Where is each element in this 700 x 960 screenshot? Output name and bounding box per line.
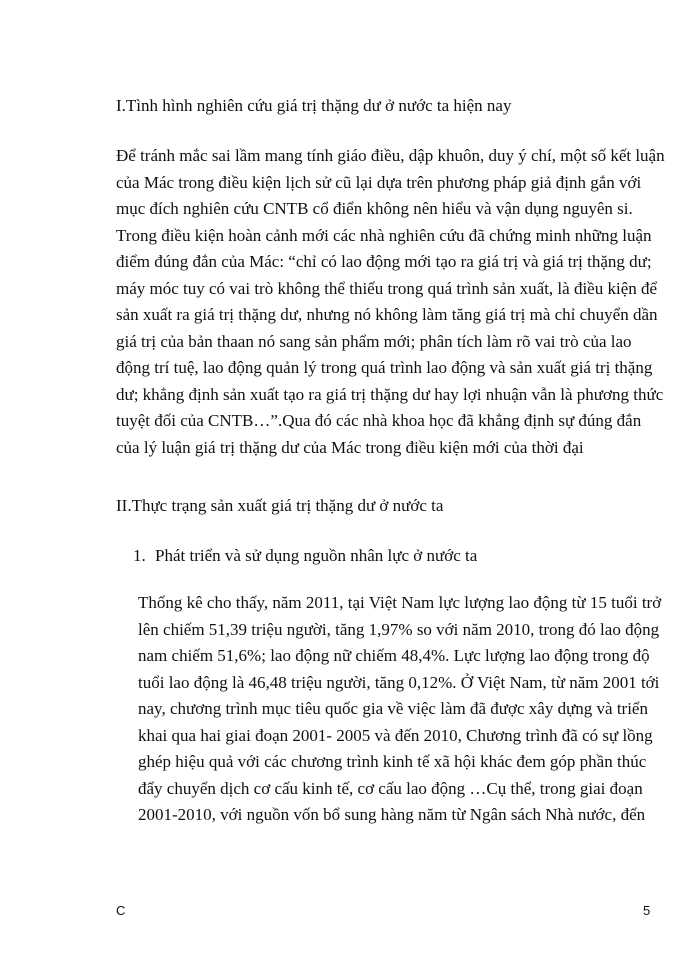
section-1-paragraph-line: điểm đúng đắn của Mác: “chỉ có lao động mới tạo ra giá trị và giá trị thặng dư; [116, 252, 652, 271]
section-1-paragraph-line: tuyệt đối của CNTB…”.Qua đó các nhà khoa học đã khẳng định sự đúng đắn [116, 411, 642, 430]
page-number: 5 [643, 903, 651, 918]
section-2-paragraph-line: khai qua hai giai đoạn 2001- 2005 và đến 2010, Chương trình đã có sự lồng [138, 725, 653, 745]
section-1-paragraph-line: động trí tuệ, lao động quản lý trong quá trình lao động và sản xuất giá trị thặng [116, 358, 653, 377]
subsection-heading [133, 546, 477, 566]
section-2-paragraph-line: ghép hiệu quả với các chương trình kinh tế xã hội khác đem góp phần thúc [138, 752, 647, 771]
subsection-title: Phát triển và sử dụng nguồn nhân lực ở nước ta [155, 546, 478, 565]
section-2-paragraph-line: Thống kê cho thấy, năm 2011, tại Việt Nam lực lượng lao động từ 15 tuổi trở [138, 593, 662, 612]
section-1-paragraph-line: mục đích nghiên cứu CNTB cổ điển không nên hiểu và vận dụng nguyên si. [116, 199, 633, 218]
section-1-paragraph-line: của Mác trong điều kiện lịch sử cũ lại dựa trên phương pháp giả định gắn với [116, 172, 642, 192]
section-2-heading: II.Thực trạng sản xuất giá trị thặng dư ở nước ta [116, 496, 444, 515]
section-2-paragraph-line: nam chiếm 51,6%; lao động nữ chiếm 48,4%. Lực lượng lao động trong độ [138, 646, 650, 665]
section-2-paragraph-line: 2001-2010, với nguồn vốn bổ sung hàng năm từ Ngân sách Nhà nước, đến [138, 805, 646, 824]
section-1-paragraph-line: của lý luận giá trị thặng dư của Mác trong điều kiện mới của thời đại [116, 437, 584, 457]
section-1-paragraph-line: sản xuất ra giá trị thặng dư, nhưng nó không làm tăng giá trị mà chỉ chuyển dần [116, 305, 658, 324]
section-1-paragraph [116, 143, 665, 461]
section-2-paragraph [138, 590, 661, 829]
section-1-paragraph-line: máy móc tuy có vai trò không thể thiếu trong quá trình sản xuất, là điều kiện để [116, 278, 658, 298]
section-1-heading: I.Tình hình nghiên cứu giá trị thặng dư ở nước ta hiện nay [116, 96, 512, 115]
section-2-paragraph-line: nay, chương trình mục tiêu quốc gia về việc làm đã được xây dựng và triển [138, 699, 648, 718]
section-2-paragraph-line: lên chiếm 51,39 triệu người, tăng 1,97% so với năm 2010, trong đó lao động [138, 619, 660, 639]
section-2-paragraph-line: đẩy chuyển dịch cơ cấu kinh tế, cơ cấu lao động …Cụ thể, trong giai đoạn [138, 778, 643, 798]
section-1-paragraph-line: dư; khẳng định sản xuất tạo ra giá trị thặng dư hay lợi nhuận vẫn là phương thức [116, 384, 664, 404]
section-1-paragraph-line: giá trị của bản thaan nó sang sản phẩm mới; phân tích làm rõ vai trò của lao [116, 331, 632, 351]
section-1-paragraph-line: Để tránh mắc sai lầm mang tính giáo điều, dập khuôn, duy ý chí, một số kết luận [116, 146, 665, 165]
subsection-number: 1. [133, 546, 146, 565]
section-1-paragraph-line: Trong điều kiện hoàn cảnh mới các nhà nghiên cứu đã chứng minh những luận [116, 225, 652, 245]
section-2-paragraph-line: tuổi lao động là 46,48 triệu người, tăng 0,12%. Ở Việt Nam, từ năm 2001 tới [138, 672, 660, 692]
footer-left-text: C [116, 903, 126, 918]
